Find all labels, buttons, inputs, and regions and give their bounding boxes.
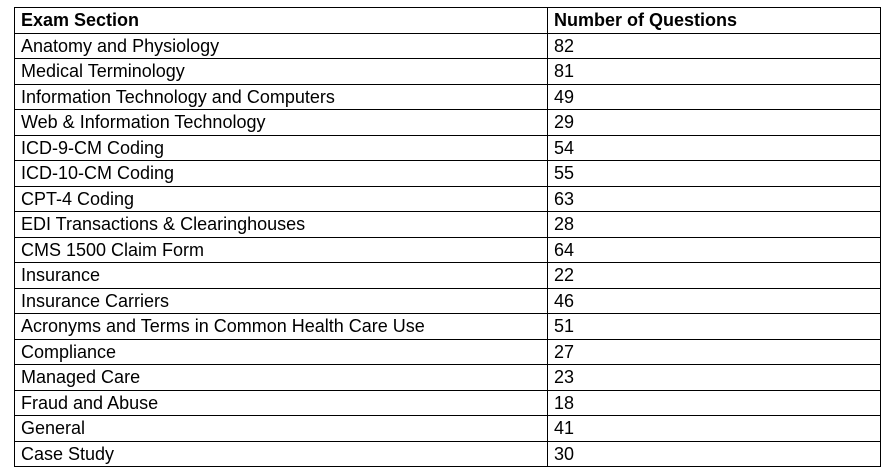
question-count-cell: 18 [548,390,881,416]
exam-section-cell: Insurance Carriers [15,288,548,314]
question-count-cell: 51 [548,314,881,340]
exam-section-cell: EDI Transactions & Clearinghouses [15,212,548,238]
exam-sections-table [14,7,881,467]
table-row [15,390,881,416]
table-row [15,237,881,263]
table-row [15,441,881,467]
question-count-cell: 49 [548,84,881,110]
table-row [15,135,881,161]
table-row [15,33,881,59]
table-row [15,59,881,85]
question-count-cell: 41 [548,416,881,442]
table-header-row [15,8,881,34]
exam-section-cell: Information Technology and Computers [15,84,548,110]
table-row [15,416,881,442]
header-exam-section: Exam Section [15,8,548,34]
question-count-cell: 29 [548,110,881,136]
exam-section-cell: General [15,416,548,442]
exam-section-cell: Anatomy and Physiology [15,33,548,59]
exam-section-cell: Medical Terminology [15,59,548,85]
header-number-of-questions: Number of Questions [548,8,881,34]
exam-section-cell: Insurance [15,263,548,289]
question-count-cell: 55 [548,161,881,187]
question-count-cell: 23 [548,365,881,391]
table-row [15,186,881,212]
question-count-cell: 82 [548,33,881,59]
table-row [15,314,881,340]
table-row [15,161,881,187]
exam-section-cell: CPT-4 Coding [15,186,548,212]
table-row [15,84,881,110]
exam-section-cell: Fraud and Abuse [15,390,548,416]
exam-section-cell: Acronyms and Terms in Common Health Care Use [15,314,548,340]
table-row [15,263,881,289]
table-row [15,339,881,365]
table-row [15,288,881,314]
question-count-cell: 27 [548,339,881,365]
question-count-cell: 64 [548,237,881,263]
question-count-cell: 28 [548,212,881,238]
question-count-cell: 63 [548,186,881,212]
table-row [15,365,881,391]
exam-section-cell: Managed Care [15,365,548,391]
exam-section-cell: Compliance [15,339,548,365]
question-count-cell: 22 [548,263,881,289]
exam-section-cell: ICD-9-CM Coding [15,135,548,161]
question-count-cell: 30 [548,441,881,467]
table-row [15,212,881,238]
exam-section-cell: Web & Information Technology [15,110,548,136]
exam-section-cell: ICD-10-CM Coding [15,161,548,187]
question-count-cell: 81 [548,59,881,85]
exam-section-cell: CMS 1500 Claim Form [15,237,548,263]
question-count-cell: 54 [548,135,881,161]
question-count-cell: 46 [548,288,881,314]
table-row [15,110,881,136]
exam-section-cell: Case Study [15,441,548,467]
